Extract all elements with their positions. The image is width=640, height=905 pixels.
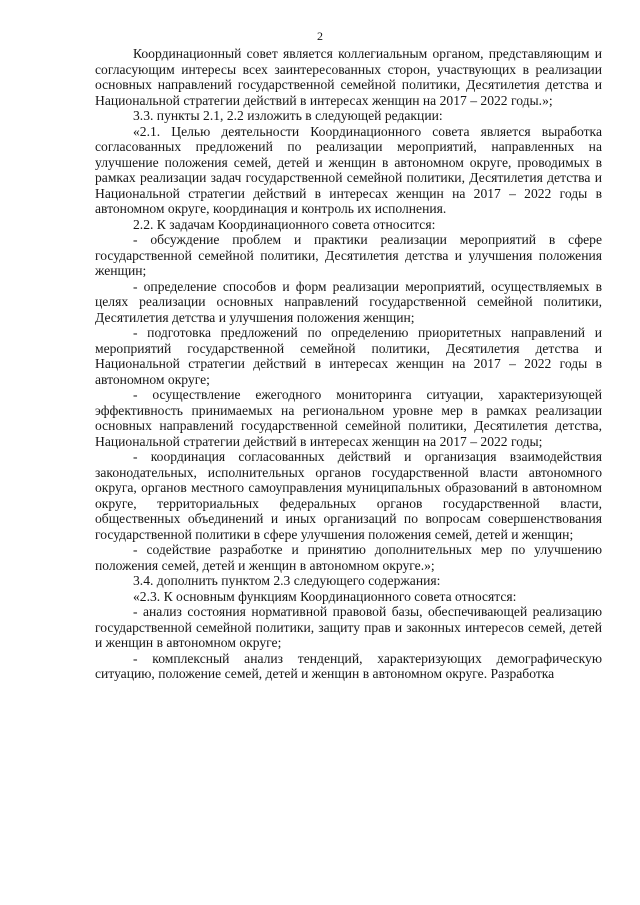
list-item: - координация согласованных действий и организация взаимодействия законодательных, исполнительных органов государственной власти автономного округа, органов местного самоуправления муниципальных образований в автономном округе, территориальных федеральных органов государственной власти, общественных объединений и иных организаций по вопросам совершенствования государственной политики в сфере улучшения положения семей, детей и женщин; xyxy=(95,449,602,542)
paragraph-2-3-functions: «2.3. К основным функциям Координационного совета относятся: xyxy=(133,588,517,604)
list-item: - содействие разработке и принятию дополнительных мер по улучшению положения семей, детей и женщин в автономном округе.»; xyxy=(95,542,602,573)
paragraph-council-definition: Координационный совет является коллегиальным органом, представляющим и согласующим интересы всех заинтересованных сторон, участвующих в реализации основных направлений государственной семейной политики, Десятилетия детства и Национальной стратегии действий в интересах женщин на 2017 – 2022 годы.»; xyxy=(95,46,602,108)
list-item: - комплексный анализ тенденций, характеризующих демографическую ситуацию, положение семей, детей и женщин в автономном округе. Разработка xyxy=(95,650,602,681)
document-body xyxy=(95,46,602,682)
list-item: - обсуждение проблем и практики реализации мероприятий в сфере государственной семейной политики, Десятилетия детства и улучшения положения женщин; xyxy=(95,232,602,278)
list-item: - анализ состояния нормативной правовой базы, обеспечивающей реализацию государственной семейной политики, защиту прав и законных интересов семей, детей и женщин в автономном округе; xyxy=(95,604,602,650)
list-item: - осуществление ежегодного мониторинга ситуации, характеризующей эффективность принимаемых на региональном уровне мер в рамках реализации основных направлений государственной семейной политики, Десятилетия детства, Национальной стратегии действий в интересах женщин на 2017 – 2022 годы; xyxy=(95,387,602,449)
paragraph-2-1-purpose: «2.1. Целью деятельности Координационного совета является выработка согласованных предложений по реализации мероприятий, направленных на улучшение положения семей, детей и женщин в автономном округе, проводимых в рамках реализации задач государственной семейной политики, Десятилетия детства и Национальной стратегии действий в интересах женщин на 2017 – 2022 годы в автономном округе, координация и контроль их исполнения. xyxy=(95,123,602,216)
paragraph-amendment-3-4: 3.4. дополнить пунктом 2.3 следующего содержания: xyxy=(133,573,441,588)
page-number: 2 xyxy=(317,29,323,43)
list-item: - подготовка предложений по определению приоритетных направлений и мероприятий государственной семейной политики, Десятилетия детства и Национальной стратегии действий в интересах женщин на 2017 – 2022 годы в автономном округе; xyxy=(95,325,602,387)
paragraph-2-2-tasks: 2.2. К задачам Координационного совета относится: xyxy=(133,216,436,232)
list-item: - определение способов и форм реализации мероприятий, осуществляемых в целях реализации основных направлений государственной семейной политики, Десятилетия детства и улучшения положения женщин; xyxy=(95,278,602,325)
paragraph-amendment-3-3: 3.3. пункты 2.1, 2.2 изложить в следующей редакции: xyxy=(133,108,443,123)
